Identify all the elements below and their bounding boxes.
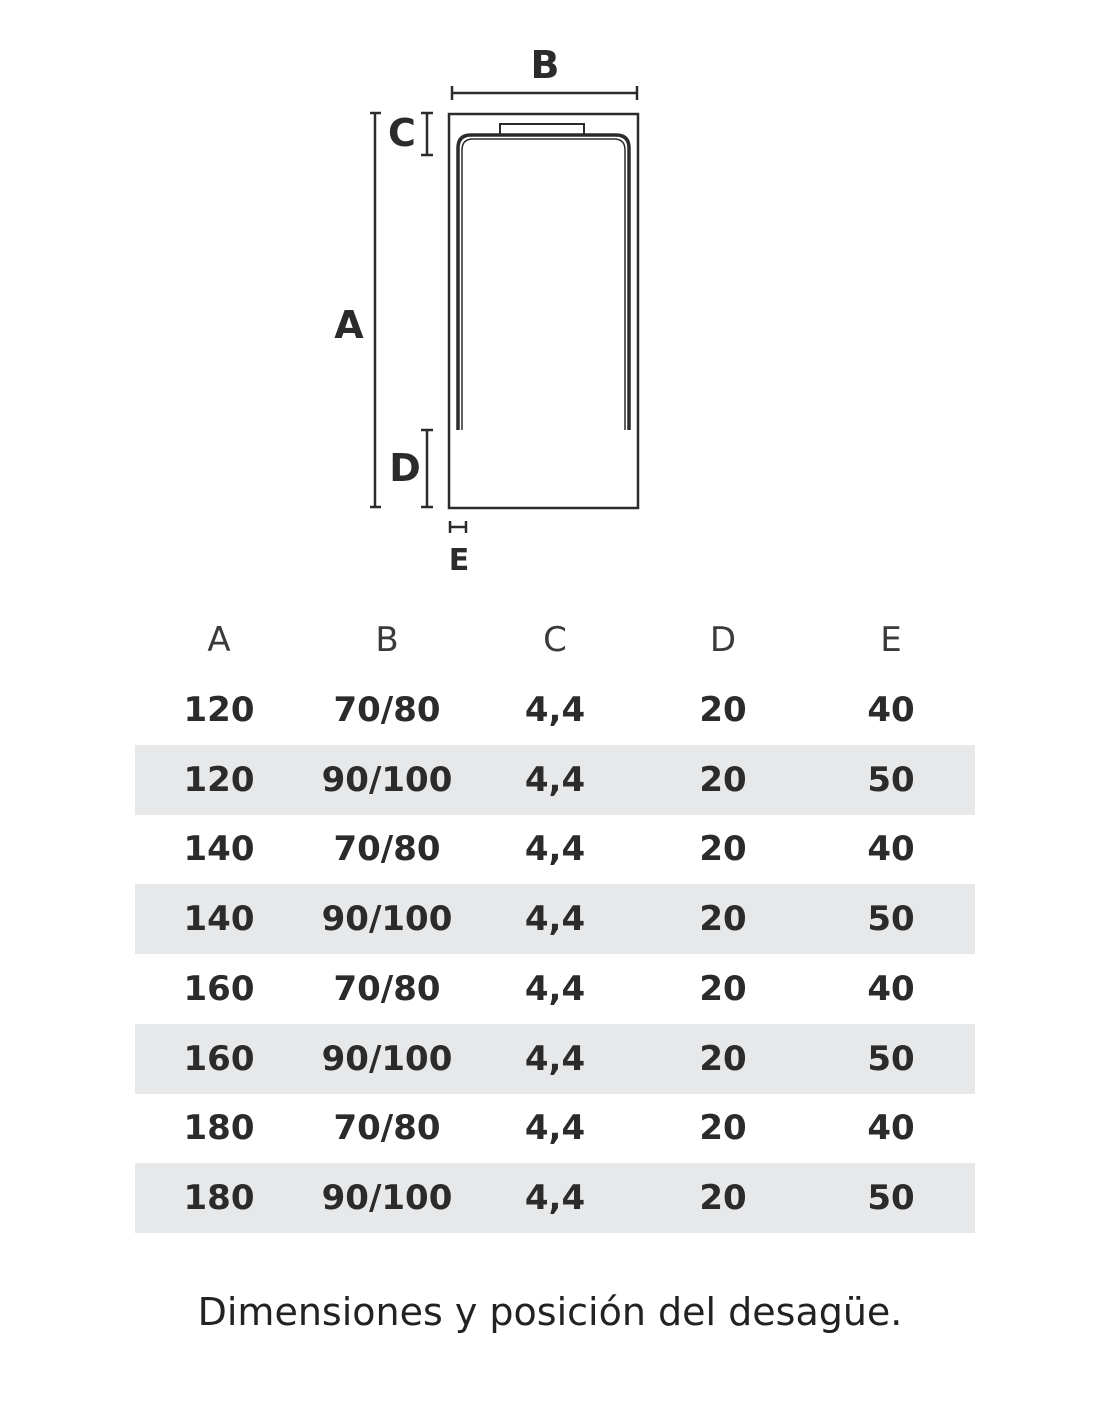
cell-e: 50 (807, 745, 975, 815)
cell-d: 20 (639, 745, 807, 815)
cell-a: 140 (183, 829, 255, 870)
shower-tray-diagram (0, 0, 1100, 600)
header-a: A (207, 620, 231, 660)
cell-e: 50 (807, 1163, 975, 1233)
table-row (135, 954, 975, 1024)
dim-b-label: B (530, 43, 560, 87)
header-c: C (543, 620, 567, 660)
cell-e: 40 (867, 1108, 915, 1149)
cell-d: 20 (699, 689, 747, 730)
cell-c: 4,4 (524, 689, 586, 730)
cell-b: 90/100 (303, 884, 471, 954)
cell-d: 20 (699, 829, 747, 870)
cell-c: 4,4 (471, 745, 639, 815)
cell-c: 4,4 (471, 1163, 639, 1233)
cell-b: 90/100 (303, 1163, 471, 1233)
channel-outer-line (458, 135, 629, 430)
dim-a-label: A (334, 303, 364, 347)
dim-e-label: E (448, 543, 470, 578)
header-e: E (880, 620, 902, 660)
tray-outline (449, 114, 638, 508)
cell-a: 180 (183, 1108, 255, 1149)
cell-e: 40 (867, 968, 915, 1009)
cell-c: 4,4 (524, 968, 586, 1009)
cell-c: 4,4 (524, 829, 586, 870)
dim-d-label: D (389, 446, 421, 490)
header-d: D (709, 620, 737, 660)
caption: Dimensiones y posición del desagüe. (197, 1290, 903, 1334)
cell-b: 70/80 (333, 1108, 441, 1149)
cell-b: 70/80 (333, 829, 441, 870)
table-row (135, 884, 975, 954)
table-row (135, 1024, 975, 1094)
cell-a: 140 (135, 884, 303, 954)
cell-d: 20 (699, 968, 747, 1009)
table-row (135, 1094, 975, 1164)
table-row (135, 745, 975, 815)
table-header-row (135, 605, 975, 675)
cell-d: 20 (639, 884, 807, 954)
table-row (135, 675, 975, 745)
cell-d: 20 (639, 1024, 807, 1094)
cell-a: 180 (135, 1163, 303, 1233)
cell-a: 120 (183, 689, 255, 730)
cell-c: 4,4 (471, 884, 639, 954)
table-row (135, 1163, 975, 1233)
cell-e: 50 (807, 1024, 975, 1094)
cell-c: 4,4 (524, 1108, 586, 1149)
cell-b: 90/100 (303, 745, 471, 815)
cell-a: 160 (183, 968, 255, 1009)
cell-b: 70/80 (333, 968, 441, 1009)
cell-a: 160 (135, 1024, 303, 1094)
header-b: B (375, 620, 399, 660)
cell-d: 20 (639, 1163, 807, 1233)
cell-d: 20 (699, 1108, 747, 1149)
dimensions-table (135, 605, 975, 1233)
cell-e: 40 (867, 689, 915, 730)
cell-b: 90/100 (303, 1024, 471, 1094)
cell-a: 120 (135, 745, 303, 815)
channel-inner-line (462, 139, 625, 430)
cell-e: 40 (867, 829, 915, 870)
dim-c-label: C (388, 111, 416, 155)
cell-b: 70/80 (333, 689, 441, 730)
table-row (135, 815, 975, 885)
cell-e: 50 (807, 884, 975, 954)
cell-c: 4,4 (471, 1024, 639, 1094)
